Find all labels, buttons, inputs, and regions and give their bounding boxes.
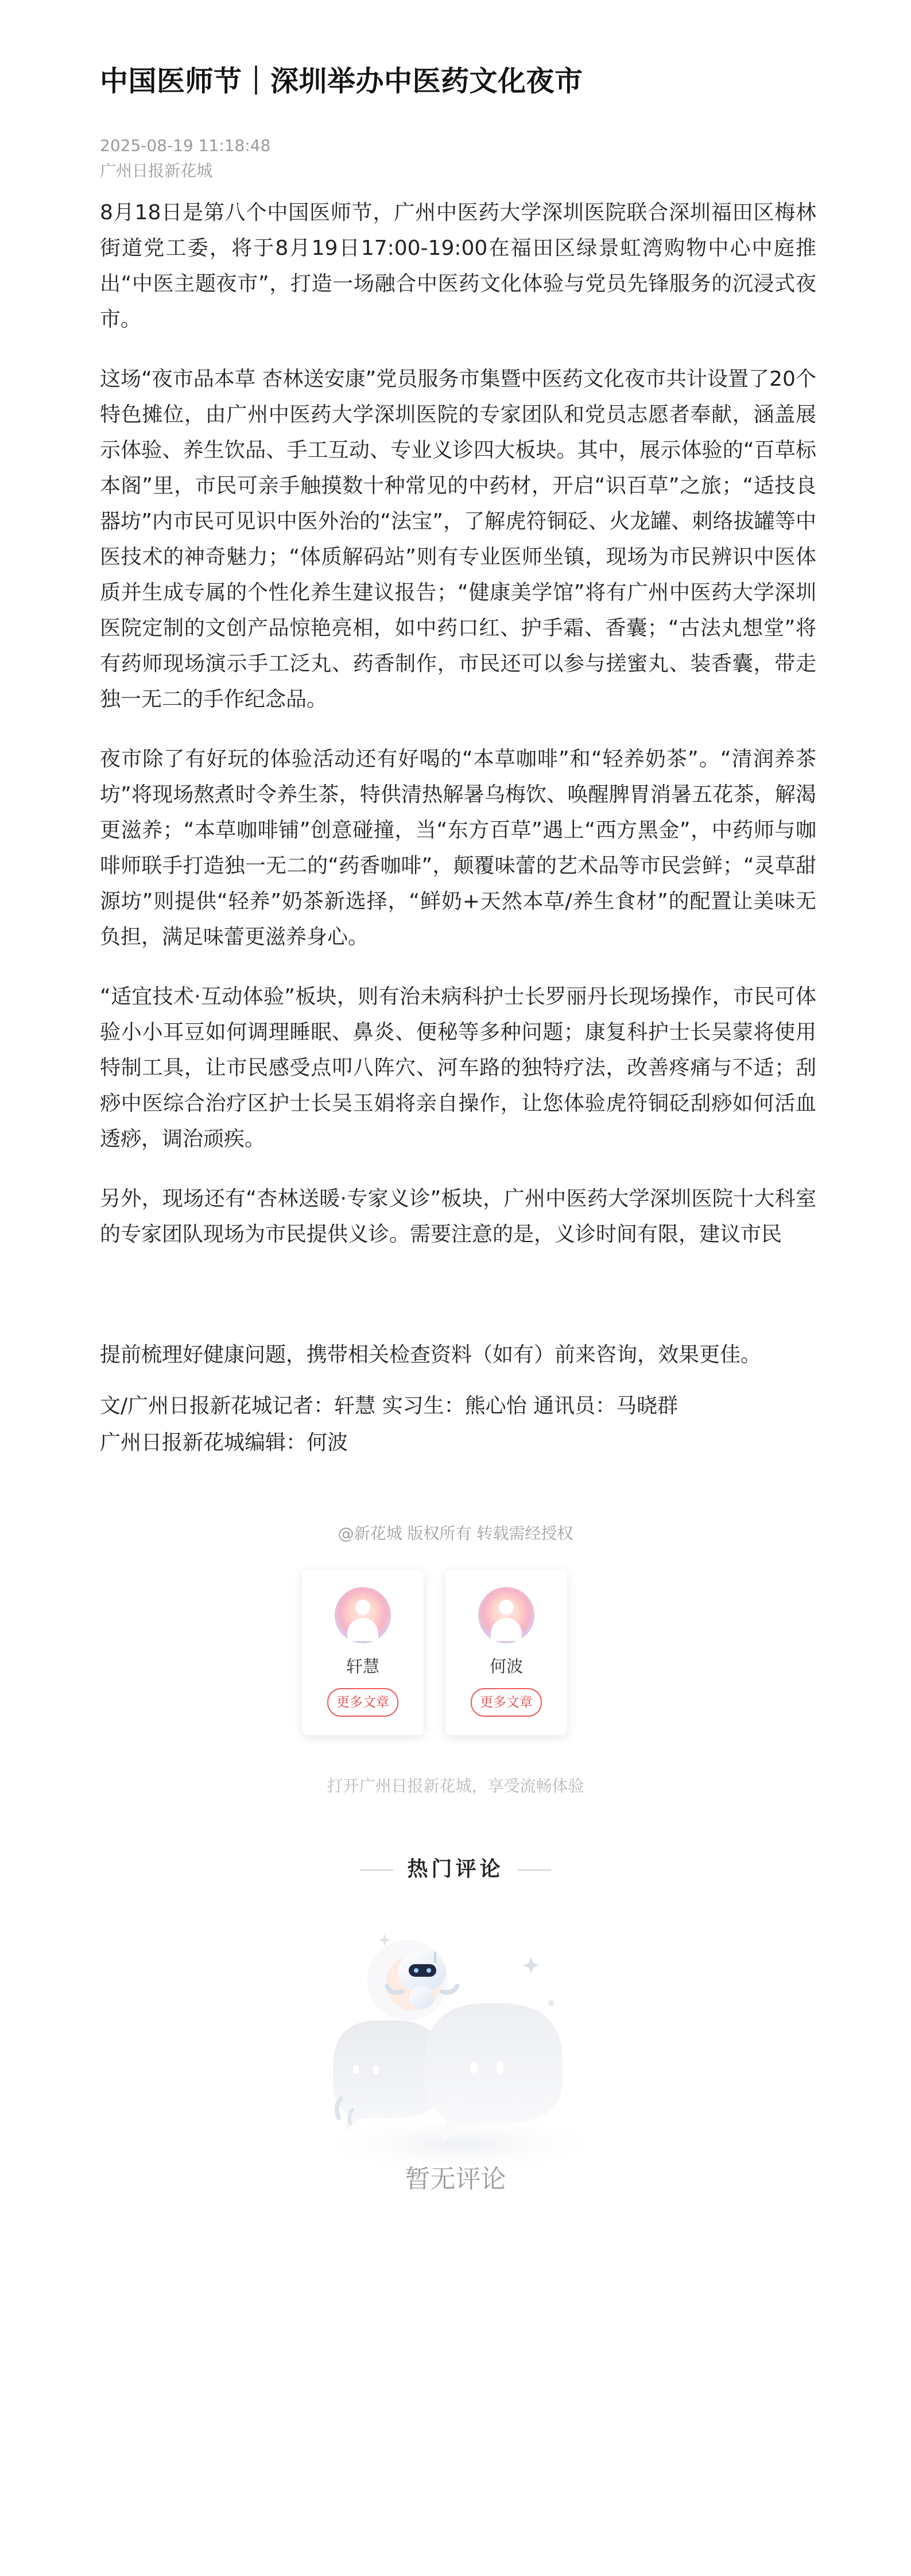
more-articles-button[interactable]: 更多文章: [471, 1688, 542, 1717]
paragraph: 这场“夜市品本草 杏林送安康”党员服务市集暨中医药文化夜市共计设置了20个特色摊位，由广州中医药大学深圳医院的专家团队和党员志愿者奉献，涵盖展示体验、养生饮品、手工互动、专业义诊四大板块。其中，展示体验的“百草标本阁”里，市民可亲手触摸数十种常见的中药材，开启“识百草”之旅；“适技良器坊”内市民可见识中医外治的“法宝”，了解虎符铜砭、火龙罐、刺络拔罐等中医技术的神奇魅力；“体质解码站”则有专业医师坐镇，现场为市民辨识中医体质并生成专属的个性化养生建议报告；“健康美学馆”将有广州中医药大学深圳医院定制的文创产品惊艳亮相，如中药口红、护手霜、香囊；“古法丸想堂”将有药师现场演示手工泛丸、药香制作，市民还可以参与搓蜜丸、装香囊，带走独一无二的手作纪念品。: [100, 367, 816, 711]
author-name: 何波: [489, 1656, 523, 1676]
hot-comments-title: 热门评论: [407, 1857, 504, 1881]
divider: [518, 1869, 551, 1871]
article-meta: [100, 133, 816, 184]
open-app-link[interactable]: 打开广州日报新花城，享受流畅体验: [327, 1776, 584, 1795]
author-name: 轩慧: [346, 1656, 379, 1676]
paragraph: 8月18日是第八个中国医师节，广州中医药大学深圳医院联合深圳福田区梅林街道党工委，将于8月19日17:00-19:00在福田区绿景虹湾购物中心中庭推出“中医主题夜市”，打造一场融合中医药文化体验与党员先锋服务的沉浸式夜市。: [100, 201, 816, 331]
avatar: [478, 1587, 534, 1643]
paragraph: 另外，现场还有“杏林送暖·专家义诊”板块，广州中医药大学深圳医院十大科室的专家团队现场为市民提供义诊。需要注意的是，义诊时间有限，建议市民: [100, 1187, 816, 1246]
publish-datetime: 2025-08-19 11:18:48: [100, 136, 271, 155]
paragraph: “适宜技术·互动体验”板块，则有治未病科护士长罗丽丹长现场操作，市民可体验小小耳豆如何调理睡眠、鼻炎、便秘等多种问题；康复科护士长吴蒙将使用特制工具，让市民感受点叩八阵穴、河车路的独特疗法，改善疼痛与不适；刮痧中医综合治疗区护士长吴玉娟将亲自操作，让您体验虎符铜砭刮痧如何活血透痧，调治顽疾。: [100, 985, 816, 1151]
paragraph: 夜市除了有好玩的体验活动还有好喝的“本草咖啡”和“轻养奶茶”。“清润养茶坊”将现场熬煮时令养生茶，特供清热解暑乌梅饮、唤醒脾胃消暑五花茶，解渴更滋养；“本草咖啡铺”创意碰撞，当“东方百草”遇上“西方黑金”，中药师与咖啡师联手打造独一无二的“药香咖啡”，颠覆味蕾的艺术品等市民尝鲜；“灵草甜源坊”则提供“轻养”奶茶新选择，“鲜奶+天然本草/养生食材”的配置让美味无负担，满足味蕾更滋养身心。: [100, 747, 816, 949]
author-credit: 文/广州日报新花城记者：轩慧 实习生：熊心怡 通讯员：马晓群: [100, 1394, 679, 1418]
article: [100, 55, 816, 1461]
copyright-notice: @新花城 版权所有 转载需经授权: [338, 1524, 573, 1543]
paragraph: 提前梳理好健康问题，携带相关检查资料（如有）前来咨询，效果更佳。: [100, 1343, 762, 1367]
article-source: 广州日报新花城: [100, 161, 213, 180]
author-card[interactable]: [302, 1570, 424, 1735]
author-card[interactable]: [445, 1570, 567, 1735]
more-articles-button[interactable]: 更多文章: [327, 1688, 398, 1717]
empty-comments-illustration-icon: [299, 1917, 620, 2181]
divider: [360, 1869, 393, 1871]
editor-credit: 广州日报新花城编辑：何波: [100, 1431, 348, 1454]
article-title: 中国医师节｜深圳举办中医药文化夜市: [100, 65, 583, 98]
empty-comments-text: 暂无评论: [405, 2164, 506, 2194]
hot-comments-heading: [0, 1853, 911, 1882]
avatar: [335, 1587, 391, 1643]
author-cards: [302, 1570, 612, 1736]
article-body: [100, 195, 816, 1461]
